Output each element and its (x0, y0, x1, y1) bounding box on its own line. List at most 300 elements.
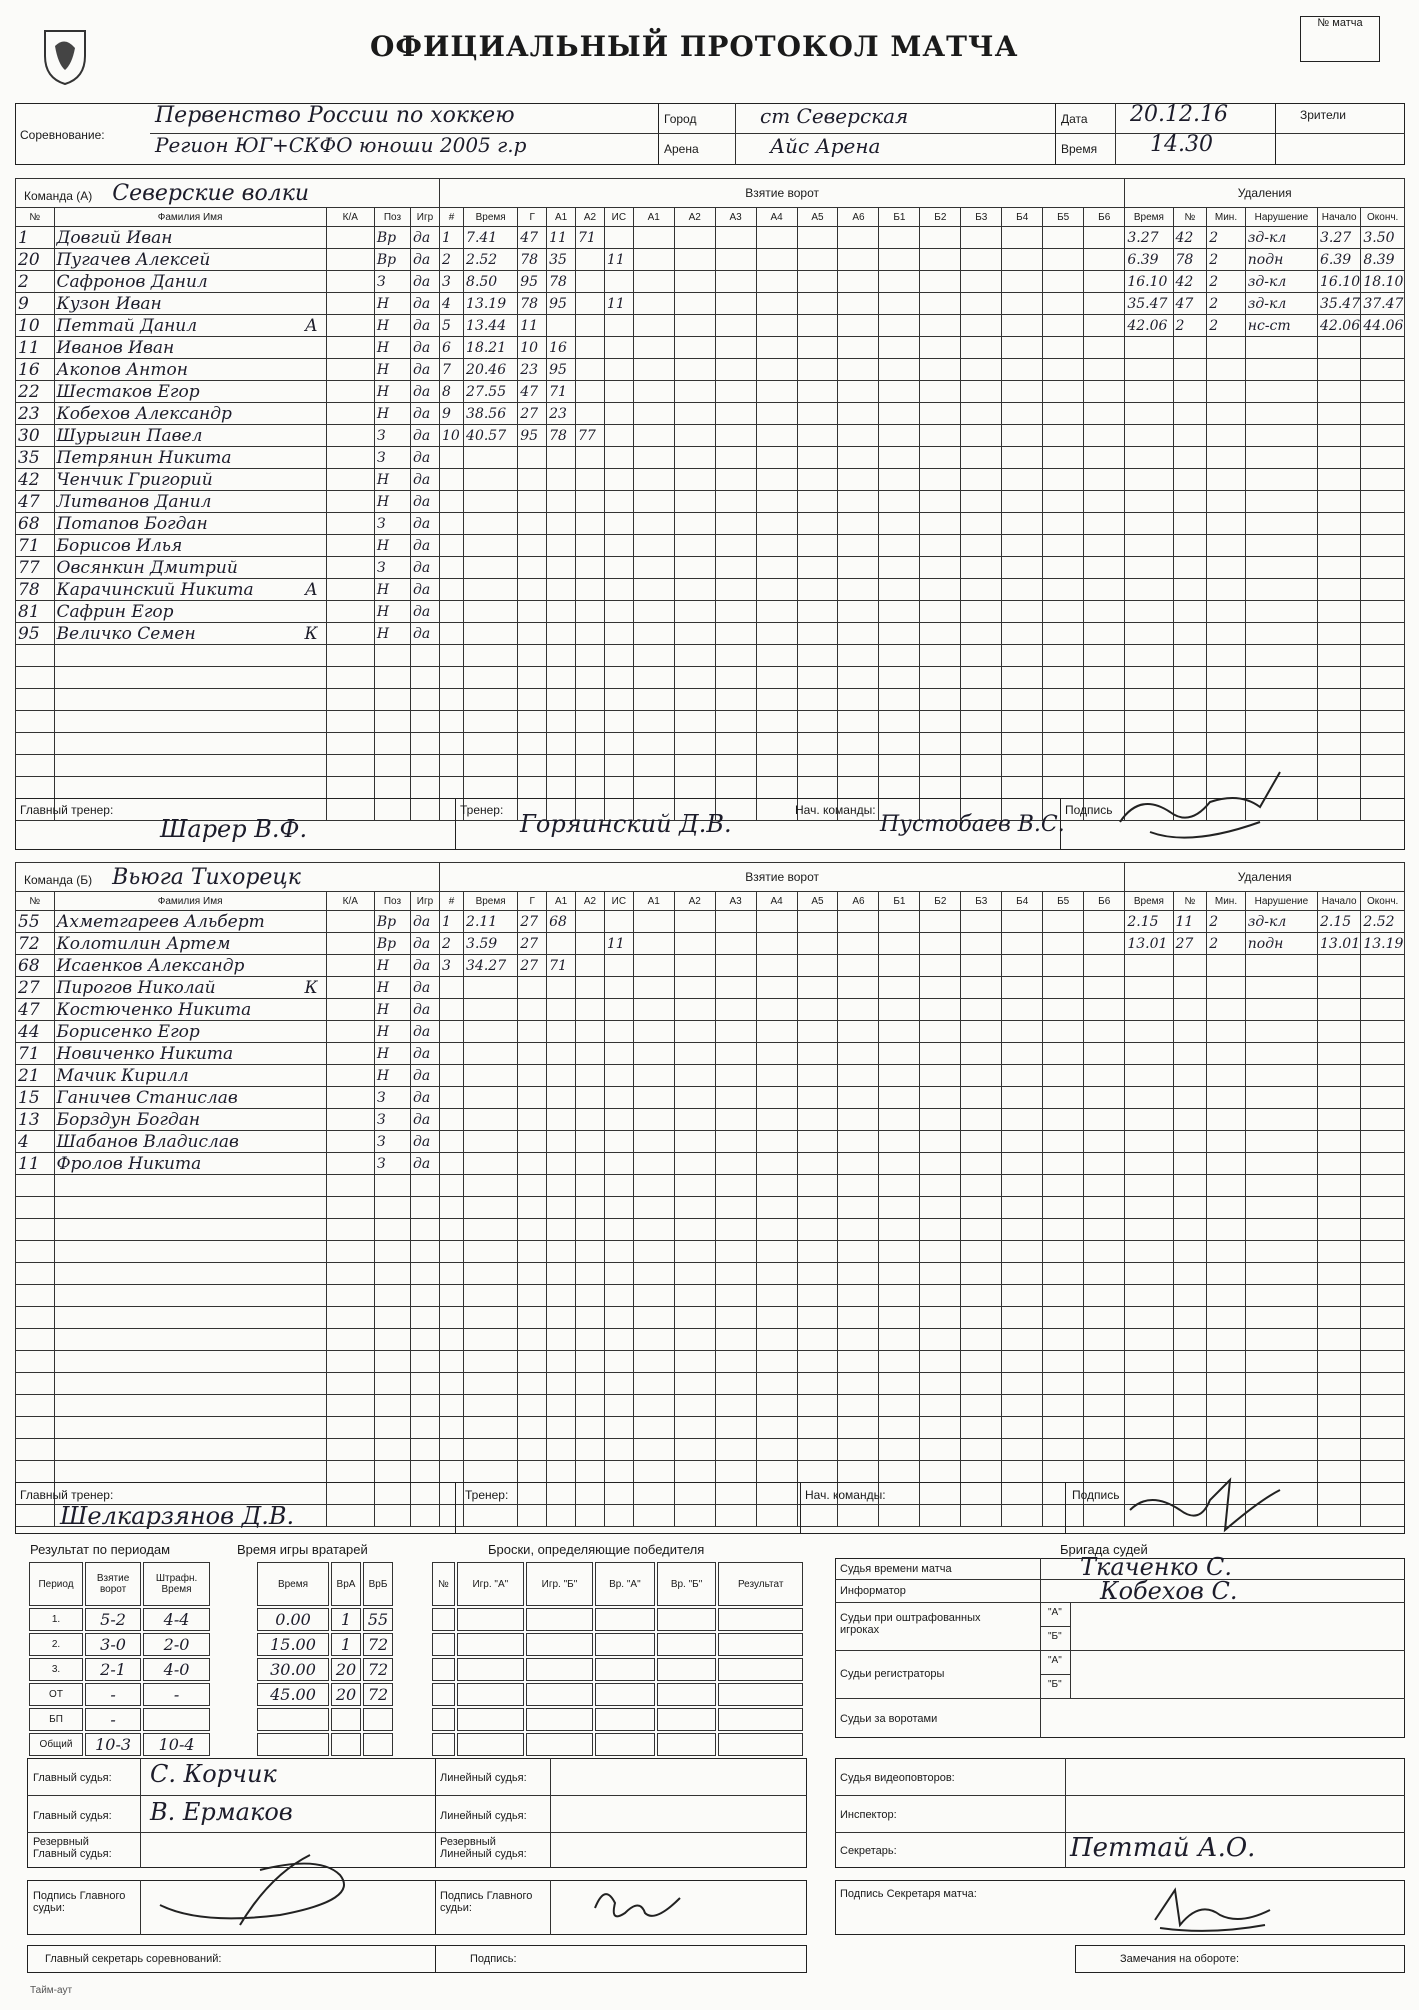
player-position (374, 1439, 410, 1461)
player-played (411, 1329, 440, 1351)
goal-situation (604, 601, 633, 623)
penalty-start (1318, 1109, 1361, 1131)
penalty-end (1361, 1175, 1405, 1197)
table-row (16, 1065, 1405, 1087)
goal-time (464, 1417, 518, 1439)
player-number: 47 (16, 999, 55, 1021)
penalty-violation (1245, 1439, 1317, 1461)
table-row (16, 711, 1405, 733)
column-header: Б6 (1084, 892, 1125, 911)
player-name: Ченчик Григорий (54, 469, 326, 491)
goal-number (439, 1461, 463, 1483)
team-a-coach-label: Тренер: (460, 803, 504, 817)
table-row (16, 271, 1405, 293)
goalie-b: 72 (363, 1633, 393, 1656)
period-pim: 2-0 (143, 1633, 210, 1656)
column-header: А2 (576, 208, 605, 227)
player-number (16, 1461, 55, 1483)
penalty-start (1318, 645, 1361, 667)
penalty-time: 16.10 (1125, 271, 1173, 293)
player-played: да (411, 293, 440, 315)
player-number: 23 (16, 403, 55, 425)
player-name: Исаенков Александр (54, 955, 326, 977)
player-played: да (411, 1021, 440, 1043)
goal-assist-1 (547, 1417, 576, 1439)
goal-situation (604, 1153, 633, 1175)
goal-number (439, 623, 463, 645)
player-played (411, 1417, 440, 1439)
player-played (411, 689, 440, 711)
penalty-player (1173, 601, 1207, 623)
table-row (16, 535, 1405, 557)
goal-number: 6 (439, 337, 463, 359)
penalty-end (1361, 381, 1405, 403)
penalty-player (1173, 403, 1207, 425)
penalty-end (1361, 955, 1405, 977)
goal-scorer: 27 (518, 911, 547, 933)
goal-time (464, 777, 518, 799)
penalty-time (1125, 425, 1173, 447)
player-position: Н (374, 977, 410, 999)
goal-scorer (518, 1351, 547, 1373)
chief-secretary-label: Главный секретарь соревнований: (45, 1953, 222, 1965)
goal-number: 1 (439, 227, 463, 249)
goalie-a: 20 (331, 1658, 361, 1681)
player-position (374, 755, 410, 777)
goal-scorer (518, 1043, 547, 1065)
goal-situation (604, 403, 633, 425)
goal-time (464, 755, 518, 777)
period-goals: - (85, 1708, 141, 1731)
player-played (411, 1351, 440, 1373)
spectators-label: Зрители (1300, 108, 1346, 122)
player-played: да (411, 1087, 440, 1109)
team-b-signature (1120, 1470, 1290, 1540)
table-row (16, 689, 1405, 711)
penalty-end (1361, 1219, 1405, 1241)
penalty-start (1318, 337, 1361, 359)
table-row (16, 911, 1405, 933)
penalty-player: 27 (1173, 933, 1207, 955)
goal-number (439, 999, 463, 1021)
goal-assist-2 (576, 469, 605, 491)
penalty-end (1361, 337, 1405, 359)
penalty-time (1125, 1021, 1173, 1043)
goal-number: 4 (439, 293, 463, 315)
column-header: Б6 (1084, 208, 1125, 227)
goal-situation (604, 381, 633, 403)
goal-scorer (518, 1021, 547, 1043)
table-row (16, 1219, 1405, 1241)
penalty-minutes (1207, 1241, 1246, 1263)
player-position: Н (374, 381, 410, 403)
player-number (16, 1307, 55, 1329)
penalty-end (1361, 1263, 1405, 1285)
column-header: Б4 (1002, 208, 1043, 227)
player-number (16, 1175, 55, 1197)
table-row (16, 1329, 1405, 1351)
goal-scorer (518, 1395, 547, 1417)
player-number: 44 (16, 1021, 55, 1043)
goal-time: 27.55 (464, 381, 518, 403)
goal-scorer (518, 1219, 547, 1241)
penalty-end (1361, 689, 1405, 711)
player-number: 78 (16, 579, 55, 601)
penalty-violation (1245, 1417, 1317, 1439)
penalty-end (1361, 469, 1405, 491)
goal-time (464, 557, 518, 579)
period-goals: 2-1 (85, 1658, 141, 1681)
player-played: да (411, 447, 440, 469)
penalty-time (1125, 1197, 1173, 1219)
penalty-minutes (1207, 381, 1246, 403)
penalty-minutes (1207, 425, 1246, 447)
penalty-violation (1245, 601, 1317, 623)
penalty-violation (1245, 491, 1317, 513)
penalty-start (1318, 1197, 1361, 1219)
column-header: № (16, 208, 55, 227)
goal-scorer (518, 469, 547, 491)
goal-assist-2 (576, 667, 605, 689)
goal-scorer (518, 513, 547, 535)
goal-number (439, 1131, 463, 1153)
player-name: Кобехов Александр (54, 403, 326, 425)
goal-situation (604, 689, 633, 711)
player-position: Н (374, 491, 410, 513)
goal-assist-1: 11 (547, 227, 576, 249)
player-number (16, 711, 55, 733)
player-position: З (374, 1109, 410, 1131)
shootout-header: Игр. "Б" (526, 1562, 593, 1606)
penalty-violation (1245, 667, 1317, 689)
penalty-start: 2.15 (1318, 911, 1361, 933)
player-played: да (411, 491, 440, 513)
penalty-time: 6.39 (1125, 249, 1173, 271)
goal-situation (604, 1175, 633, 1197)
player-position (374, 1351, 410, 1373)
penalty-minutes: 2 (1207, 227, 1246, 249)
penalty-violation (1245, 955, 1317, 977)
team-b-chief-label: Нач. команды: (805, 1488, 886, 1502)
player-number: 68 (16, 955, 55, 977)
penalty-end (1361, 1461, 1405, 1483)
penalty-player (1173, 359, 1207, 381)
penalty-time (1125, 1241, 1173, 1263)
player-position: Н (374, 403, 410, 425)
video-judge-label: Судья видеоповторов: (840, 1772, 955, 1784)
penalty-violation (1245, 535, 1317, 557)
player-name: Кузон Иван (54, 293, 326, 315)
player-played (411, 733, 440, 755)
table-row (16, 1087, 1405, 1109)
goal-assist-1 (547, 977, 576, 999)
penalty-start (1318, 777, 1361, 799)
penalty-minutes (1207, 1219, 1246, 1241)
goal-scorer (518, 557, 547, 579)
penalty-time (1125, 667, 1173, 689)
penalty-end (1361, 755, 1405, 777)
goal-number (439, 1175, 463, 1197)
penalty-minutes (1207, 601, 1246, 623)
period-pim: 10-4 (143, 1733, 210, 1756)
player-name (54, 1219, 326, 1241)
goal-scorer (518, 535, 547, 557)
penalty-player (1173, 711, 1207, 733)
goal-assist-1 (547, 469, 576, 491)
goal-assist-2 (576, 1439, 605, 1461)
penalty-end (1361, 777, 1405, 799)
goal-assist-1 (547, 1021, 576, 1043)
goal-situation (604, 513, 633, 535)
goal-assist-2 (576, 1087, 605, 1109)
periods-title: Результат по периодам (30, 1542, 171, 1557)
shootout-header: Вр. "А" (595, 1562, 655, 1606)
player-played: да (411, 535, 440, 557)
penalty-time: 2.15 (1125, 911, 1173, 933)
penalty-end (1361, 1087, 1405, 1109)
table-row (16, 667, 1405, 689)
penalty-end (1361, 1065, 1405, 1087)
player-number (16, 1263, 55, 1285)
goal-scorer (518, 1197, 547, 1219)
player-number: 35 (16, 447, 55, 469)
player-number: 2 (16, 271, 55, 293)
goal-situation: 11 (604, 249, 633, 271)
player-played (411, 1263, 440, 1285)
remarks-label: Замечания на обороте: (1120, 1953, 1240, 1965)
penalty-time (1125, 1263, 1173, 1285)
goal-situation (604, 1461, 633, 1483)
penalty-time (1125, 645, 1173, 667)
goal-assist-2 (576, 1153, 605, 1175)
goal-scorer (518, 1263, 547, 1285)
goal-number (439, 601, 463, 623)
penalty-player (1173, 1285, 1207, 1307)
goal-number (439, 447, 463, 469)
goal-time (464, 1021, 518, 1043)
team-a-chief-label: Нач. команды: (795, 803, 876, 817)
penalty-minutes (1207, 557, 1246, 579)
penalty-end (1361, 977, 1405, 999)
penalty-violation (1245, 645, 1317, 667)
goal-scorer (518, 689, 547, 711)
penalty-time (1125, 689, 1173, 711)
penalty-player (1173, 1439, 1207, 1461)
penalty-start (1318, 1065, 1361, 1087)
player-position: Н (374, 1065, 410, 1087)
goal-judges-label: Судьи за воротами (840, 1713, 938, 1725)
penalty-minutes (1207, 955, 1246, 977)
goal-assist-1: 71 (547, 955, 576, 977)
goal-scorer (518, 1065, 547, 1087)
penalty-violation (1245, 1241, 1317, 1263)
penalty-player (1173, 337, 1207, 359)
goal-assist-1 (547, 1461, 576, 1483)
player-played (411, 1241, 440, 1263)
penalty-violation (1245, 425, 1317, 447)
penalty-time (1125, 1087, 1173, 1109)
penalty-start (1318, 513, 1361, 535)
goal-assist-1: 35 (547, 249, 576, 271)
referee2-value: В. Ермаков (150, 1798, 293, 1826)
player-number: 27 (16, 977, 55, 999)
goal-number (439, 777, 463, 799)
player-position: Н (374, 579, 410, 601)
penalty-violation (1245, 1065, 1317, 1087)
goal-assist-1 (547, 755, 576, 777)
goal-time (464, 645, 518, 667)
goal-assist-2 (576, 1175, 605, 1197)
team-a-head-coach-label: Главный тренер: (20, 803, 114, 817)
column-header: А4 (756, 892, 797, 911)
player-name: Сафрин Егор (54, 601, 326, 623)
penalty-start (1318, 381, 1361, 403)
player-position: Н (374, 359, 410, 381)
penalty-player (1173, 535, 1207, 557)
column-header: Фамилия Имя (54, 208, 326, 227)
table-row (16, 1285, 1405, 1307)
penalty-time (1125, 1153, 1173, 1175)
penalty-end: 8.39 (1361, 249, 1405, 271)
goal-time (464, 1043, 518, 1065)
penalty-minutes (1207, 1021, 1246, 1043)
goal-scorer (518, 999, 547, 1021)
player-name: Величко Семен К (54, 623, 326, 645)
player-number (16, 777, 55, 799)
penalty-player (1173, 955, 1207, 977)
goal-situation (604, 667, 633, 689)
goal-time (464, 579, 518, 601)
goal-assist-2 (576, 513, 605, 535)
goal-assist-2 (576, 293, 605, 315)
player-played (411, 1439, 440, 1461)
penalty-end (1361, 999, 1405, 1021)
goal-assist-1 (547, 711, 576, 733)
column-header: Б3 (961, 892, 1002, 911)
goal-situation (604, 999, 633, 1021)
penalty-player (1173, 1417, 1207, 1439)
column-header: Мин. (1207, 892, 1246, 911)
team-a-head-coach: Шарер В.Ф. (160, 815, 308, 843)
goal-number: 10 (439, 425, 463, 447)
goalie-a: 20 (331, 1683, 361, 1706)
goal-number (439, 1087, 463, 1109)
player-played: да (411, 469, 440, 491)
referee2-signature-label: Подпись Главного судьи: (440, 1890, 533, 1914)
goal-assist-1 (547, 1153, 576, 1175)
penalty-start (1318, 579, 1361, 601)
player-name: Иванов Иван (54, 337, 326, 359)
goal-scorer: 23 (518, 359, 547, 381)
goal-assist-2 (576, 1329, 605, 1351)
player-position: Н (374, 337, 410, 359)
goalie-time: 45.00 (257, 1683, 329, 1706)
player-name: Литванов Данил (54, 491, 326, 513)
penalty-start (1318, 1351, 1361, 1373)
goal-number: 8 (439, 381, 463, 403)
table-row (16, 249, 1405, 271)
penalty-player (1173, 1021, 1207, 1043)
goal-situation (604, 359, 633, 381)
player-played (411, 1461, 440, 1483)
goal-scorer (518, 1285, 547, 1307)
goal-number (439, 1329, 463, 1351)
goal-assist-2 (576, 271, 605, 293)
player-played: да (411, 1153, 440, 1175)
penalty-violation (1245, 1021, 1317, 1043)
goalie-a: 1 (331, 1608, 361, 1631)
goal-time: 20.46 (464, 359, 518, 381)
penalty-start (1318, 601, 1361, 623)
table-row (16, 977, 1405, 999)
column-header: А3 (715, 208, 756, 227)
goal-scorer (518, 601, 547, 623)
goal-scorer (518, 645, 547, 667)
penalty-time (1125, 359, 1173, 381)
player-position: Вр (374, 911, 410, 933)
goal-assist-1 (547, 999, 576, 1021)
goal-number (439, 1021, 463, 1043)
column-header: Б3 (961, 208, 1002, 227)
penalty-violation (1245, 579, 1317, 601)
penalty-violation: зд-кл (1245, 293, 1317, 315)
penalty-start (1318, 1219, 1361, 1241)
goal-scorer (518, 1329, 547, 1351)
penalty-time (1125, 1065, 1173, 1087)
player-played: да (411, 1043, 440, 1065)
penalty-player (1173, 491, 1207, 513)
goal-time (464, 977, 518, 999)
referee2-signature (585, 1878, 695, 1933)
penalty-minutes (1207, 1197, 1246, 1219)
goal-situation (604, 645, 633, 667)
penalty-start (1318, 1043, 1361, 1065)
penalty-time (1125, 535, 1173, 557)
goal-scorer (518, 1131, 547, 1153)
penalty-violation (1245, 513, 1317, 535)
player-played: да (411, 1131, 440, 1153)
player-played: да (411, 403, 440, 425)
goal-scorer (518, 755, 547, 777)
goal-situation (604, 1439, 633, 1461)
penalty-end (1361, 1395, 1405, 1417)
penalty-player (1173, 1131, 1207, 1153)
penalty-minutes (1207, 469, 1246, 491)
goal-scorer: 11 (518, 315, 547, 337)
penalty-violation (1245, 1329, 1317, 1351)
goal-assist-2 (576, 623, 605, 645)
goal-situation (604, 337, 633, 359)
period-name: Общий (29, 1733, 83, 1756)
goal-assist-2 (576, 381, 605, 403)
player-position (374, 1263, 410, 1285)
penalty-end (1361, 711, 1405, 733)
goal-time (464, 1351, 518, 1373)
goal-assist-2 (576, 911, 605, 933)
goal-assist-2 (576, 1395, 605, 1417)
player-number: 68 (16, 513, 55, 535)
penalty-minutes (1207, 999, 1246, 1021)
player-played: да (411, 955, 440, 977)
goal-situation (604, 977, 633, 999)
goal-situation (604, 579, 633, 601)
player-name (54, 667, 326, 689)
goal-assist-1 (547, 1131, 576, 1153)
penalty-start (1318, 733, 1361, 755)
period-pim: 4-0 (143, 1658, 210, 1681)
player-name: Мачик Кирилл (54, 1065, 326, 1087)
goal-assist-2: 71 (576, 227, 605, 249)
